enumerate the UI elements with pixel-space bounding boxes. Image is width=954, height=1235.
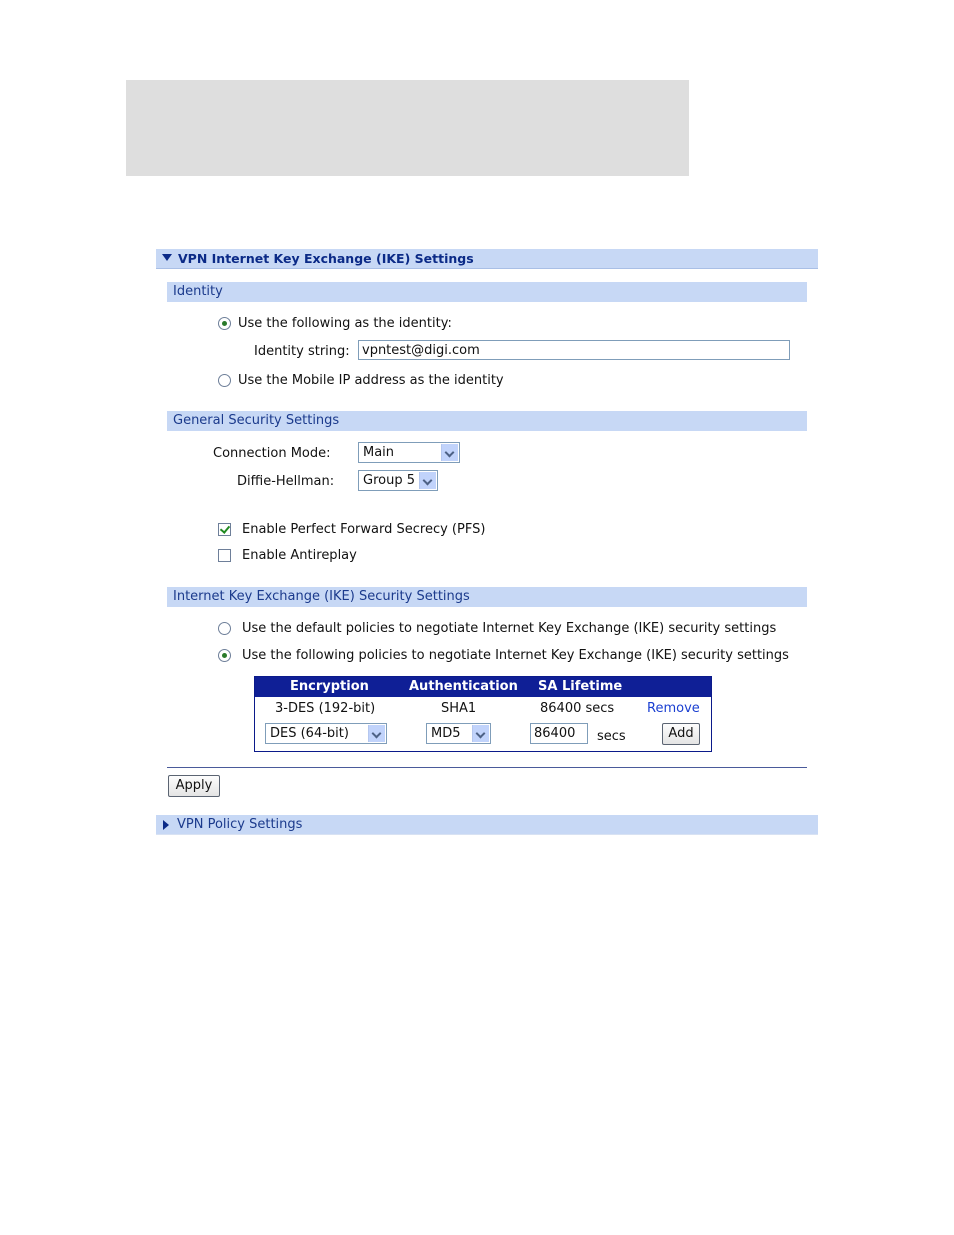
new-authentication-value: MD5 [431,726,461,741]
column-sa-lifetime: SA Lifetime [538,679,623,694]
new-encryption-value: DES (64-bit) [270,726,349,741]
ike-following-label: Use the following policies to negotiate Internet Key Exchange (IKE) security settings [242,648,789,663]
identity-heading: Identity [167,282,807,302]
add-policy-button[interactable]: Add [662,723,700,745]
triangle-right-icon [163,820,169,830]
chevron-down-icon[interactable] [441,444,458,461]
connection-mode-label: Connection Mode: [213,446,331,461]
ike-following-radio[interactable] [218,649,231,662]
identity-following-label: Use the following as the identity: [238,316,452,331]
column-authentication: Authentication [409,679,518,694]
identity-mobile-ip-radio[interactable] [218,374,231,387]
identity-mobile-ip-label: Use the Mobile IP address as the identity [238,373,504,388]
triangle-down-icon [162,254,172,261]
chevron-down-icon[interactable] [368,725,385,742]
general-security-heading: General Security Settings [167,411,807,431]
diffie-hellman-label: Diffie-Hellman: [237,474,335,489]
ike-table-header [255,677,711,697]
new-lifetime-input[interactable] [530,723,588,744]
antireplay-label: Enable Antireplay [242,548,357,563]
ike-section-header[interactable] [156,249,818,269]
row-encryption: 3-DES (192-bit) [275,701,376,716]
identity-following-radio[interactable] [218,317,231,330]
connection-mode-value: Main [363,445,395,460]
vpn-policy-section-title: VPN Policy Settings [177,817,303,832]
connection-mode-select[interactable] [358,442,460,463]
pfs-checkbox[interactable] [218,523,231,536]
pfs-label: Enable Perfect Forward Secrecy (PFS) [242,522,486,537]
row-lifetime: 86400 secs [540,701,615,716]
ike-section-title: VPN Internet Key Exchange (IKE) Settings [178,251,474,266]
diffie-hellman-value: Group 5 [363,473,415,488]
chevron-down-icon[interactable] [419,472,436,489]
header-placeholder-block [126,80,689,176]
ike-security-heading: Internet Key Exchange (IKE) Security Settings [167,587,807,607]
section-divider [167,767,807,768]
ike-default-radio[interactable] [218,622,231,635]
column-encryption: Encryption [290,679,369,694]
new-encryption-select[interactable] [265,723,387,744]
chevron-down-icon[interactable] [472,725,489,742]
row-authentication: SHA1 [441,701,477,716]
new-authentication-select[interactable] [426,723,491,744]
remove-link[interactable]: Remove [647,701,700,716]
vpn-policy-section-header[interactable] [156,815,818,835]
ike-default-label: Use the default policies to negotiate Internet Key Exchange (IKE) security settings [242,621,777,636]
apply-button[interactable]: Apply [168,775,220,797]
identity-string-label: Identity string: [254,344,350,359]
ike-policy-table [254,676,712,752]
antireplay-checkbox[interactable] [218,549,231,562]
new-lifetime-unit: secs [597,729,626,744]
diffie-hellman-select[interactable] [358,470,438,491]
identity-string-input[interactable] [358,340,790,360]
